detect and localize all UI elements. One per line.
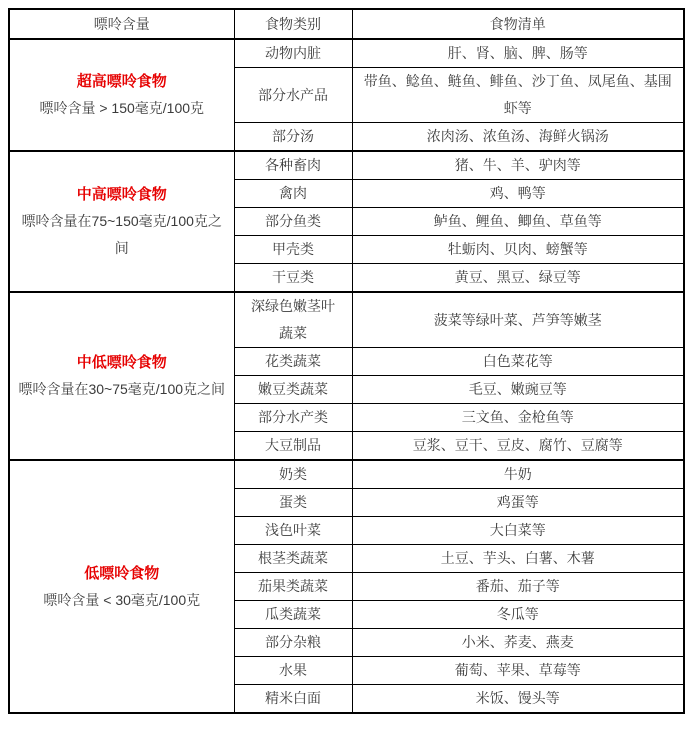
category-cell: 水果 — [234, 657, 352, 685]
category-cell: 深绿色嫩茎叶蔬菜 — [234, 292, 352, 348]
group-title: 中高嘌呤食物 — [76, 186, 167, 203]
group-subtitle: 嘌呤含量 < 30毫克/100克 — [43, 591, 201, 608]
group-label-cell — [9, 39, 234, 151]
category-cell: 茄果类蔬菜 — [234, 573, 352, 601]
group-title: 超高嘌呤食物 — [76, 73, 167, 90]
header-food-list: 食物清单 — [352, 9, 684, 39]
foods-cell: 猪、牛、羊、驴肉等 — [352, 151, 684, 180]
foods-cell: 三文鱼、金枪鱼等 — [352, 404, 684, 432]
header-food-category: 食物类别 — [234, 9, 352, 39]
foods-cell: 小米、荞麦、燕麦 — [352, 629, 684, 657]
table-row — [9, 39, 684, 68]
foods-cell: 土豆、芋头、白薯、木薯 — [352, 545, 684, 573]
group-label-cell — [9, 292, 234, 460]
category-cell: 部分汤 — [234, 123, 352, 152]
foods-cell: 毛豆、嫩豌豆等 — [352, 376, 684, 404]
foods-cell: 米饭、馒头等 — [352, 685, 684, 714]
group-low-purine — [9, 460, 684, 713]
category-cell: 瓜类蔬菜 — [234, 601, 352, 629]
category-cell: 部分水产品 — [234, 68, 352, 123]
foods-cell: 葡萄、苹果、草莓等 — [352, 657, 684, 685]
foods-cell: 大白菜等 — [352, 517, 684, 545]
category-cell: 各种畜肉 — [234, 151, 352, 180]
group-ultra-high-purine — [9, 39, 684, 151]
group-medium-low-purine — [9, 292, 684, 460]
foods-cell: 豆浆、豆干、豆皮、腐竹、豆腐等 — [352, 432, 684, 461]
foods-cell: 冬瓜等 — [352, 601, 684, 629]
foods-cell: 番茄、茄子等 — [352, 573, 684, 601]
group-title: 中低嘌呤食物 — [76, 354, 167, 371]
category-cell: 干豆类 — [234, 264, 352, 293]
foods-cell: 鲈鱼、鲤鱼、鲫鱼、草鱼等 — [352, 208, 684, 236]
group-title: 低嘌呤食物 — [84, 564, 160, 582]
group-label-cell — [9, 460, 234, 713]
foods-cell: 白色菜花等 — [352, 348, 684, 376]
group-subtitle: 嘌呤含量在75~150毫克/100克之间 — [21, 213, 222, 256]
foods-cell: 菠菜等绿叶菜、芦笋等嫩茎 — [352, 292, 684, 348]
category-cell: 甲壳类 — [234, 236, 352, 264]
foods-cell: 鸡、鸭等 — [352, 180, 684, 208]
category-cell: 动物内脏 — [234, 39, 352, 68]
category-cell: 根茎类蔬菜 — [234, 545, 352, 573]
purine-content-table — [8, 8, 685, 714]
group-subtitle: 嘌呤含量 > 150毫克/100克 — [39, 100, 205, 116]
category-cell: 大豆制品 — [234, 432, 352, 461]
group-label-cell — [9, 151, 234, 292]
group-medium-high-purine — [9, 151, 684, 292]
category-cell: 部分杂粮 — [234, 629, 352, 657]
header-purine-content: 嘌呤含量 — [9, 9, 234, 39]
table-row — [9, 460, 684, 489]
foods-cell: 牛奶 — [352, 460, 684, 489]
category-cell: 奶类 — [234, 460, 352, 489]
foods-cell: 肝、肾、脑、脾、肠等 — [352, 39, 684, 68]
category-cell: 浅色叶菜 — [234, 517, 352, 545]
table-row — [9, 151, 684, 180]
category-cell: 蛋类 — [234, 489, 352, 517]
header-row — [9, 9, 684, 39]
category-cell: 禽肉 — [234, 180, 352, 208]
foods-cell: 带鱼、鲶鱼、鲢鱼、鲱鱼、沙丁鱼、凤尾鱼、基围虾等 — [352, 68, 684, 123]
category-cell: 花类蔬菜 — [234, 348, 352, 376]
category-cell: 部分鱼类 — [234, 208, 352, 236]
table-header — [9, 9, 684, 39]
category-cell: 嫩豆类蔬菜 — [234, 376, 352, 404]
foods-cell: 鸡蛋等 — [352, 489, 684, 517]
foods-cell: 黄豆、黑豆、绿豆等 — [352, 264, 684, 293]
group-subtitle: 嘌呤含量在30~75毫克/100克之间 — [18, 381, 226, 397]
foods-cell: 牡蛎肉、贝肉、螃蟹等 — [352, 236, 684, 264]
foods-cell: 浓肉汤、浓鱼汤、海鲜火锅汤 — [352, 123, 684, 152]
table-row — [9, 292, 684, 348]
category-cell: 精米白面 — [234, 685, 352, 714]
category-cell: 部分水产类 — [234, 404, 352, 432]
